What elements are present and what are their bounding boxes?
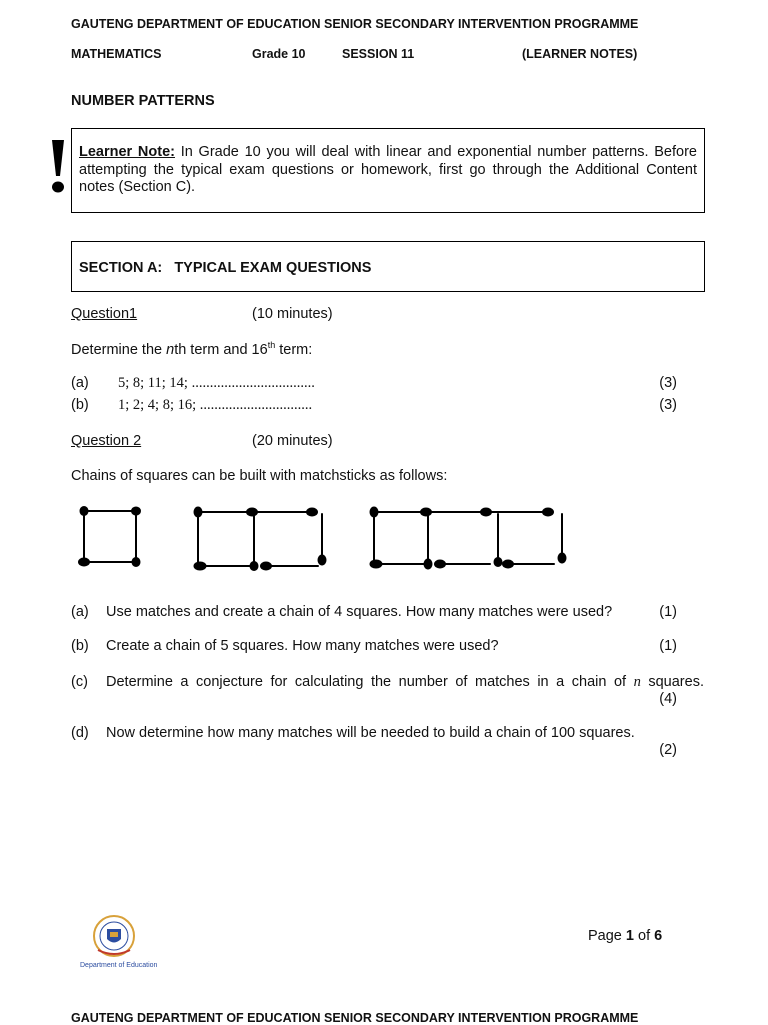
learner-note-text: Learner Note: In Grade 10 you will deal with linear and exponential number patterns. Before attempting the typical exam questions or homework, first go through the Additional Content notes (Section C). — [79, 144, 697, 195]
matchstick-chain-2 — [195, 508, 326, 571]
question-1-time: (10 minutes) — [252, 306, 333, 322]
learner-note-label: Learner Note: — [79, 144, 175, 160]
matchstick-chains-diagram — [72, 500, 572, 575]
q1-b-mark: (3) — [659, 397, 677, 413]
q1-a-mark: (3) — [659, 375, 677, 391]
q1-a-letter: (a) — [71, 375, 89, 391]
question-1-label: Question1 — [71, 306, 138, 322]
header-grade: Grade 10 — [252, 47, 306, 61]
header-learner-notes: (LEARNER NOTES) — [522, 47, 638, 61]
q2-c-letter: (c) — [71, 674, 88, 690]
header-department: GAUTENG DEPARTMENT OF EDUCATION SENIOR SECONDARY INTERVENTION PROGRAMME — [71, 17, 639, 31]
q1-a-sequence: 5; 8; 11; 14; .................................. — [118, 375, 315, 391]
question-2-label: Question 2 — [71, 433, 142, 449]
q2-d-letter: (d) — [71, 725, 89, 741]
q2-a-mark: (1) — [659, 604, 677, 620]
logo-caption: Department of Education — [80, 962, 158, 969]
exclamation-icon — [46, 138, 70, 201]
q2-b-text: Create a chain of 5 squares. How many matches were used? — [106, 638, 499, 654]
learner-note-box — [71, 128, 705, 213]
q2-a-text: Use matches and create a chain of 4 squares. How many matches were used? — [106, 604, 613, 620]
q2-b-letter: (b) — [71, 638, 89, 654]
matchstick-chain-3 — [371, 508, 566, 569]
page-indicator: Page 1 of 6 — [588, 928, 663, 944]
q2-d-text: Now determine how many matches will be needed to build a chain of 100 squares. — [106, 725, 635, 741]
header-session: SESSION 11 — [342, 47, 415, 61]
question-2-intro: Chains of squares can be built with matchsticks as follows: — [71, 468, 448, 484]
q1-b-letter: (b) — [71, 397, 89, 413]
section-a-box — [71, 241, 705, 292]
question-1-intro: Determine the nth term and 16th term: — [71, 340, 313, 358]
q2-c-mark: (4) — [659, 691, 677, 707]
q1-b-sequence: 1; 2; 4; 8; 16; ............................... — [118, 397, 313, 413]
q2-b-mark: (1) — [659, 638, 677, 654]
q2-d-mark: (2) — [659, 742, 677, 758]
topic-title: NUMBER PATTERNS — [71, 93, 215, 109]
gauteng-education-logo — [88, 914, 140, 967]
matchstick-chain-1 — [79, 507, 140, 566]
q2-c-text: Determine a conjecture for calculating the number of matches in a chain of n squares. — [106, 674, 704, 690]
question-2-time: (20 minutes) — [252, 433, 333, 449]
section-a-title: SECTION A: TYPICAL EXAM QUESTIONS — [79, 260, 372, 276]
q2-a-letter: (a) — [71, 604, 89, 620]
footer-department: GAUTENG DEPARTMENT OF EDUCATION SENIOR SECONDARY INTERVENTION PROGRAMME — [71, 1011, 639, 1025]
header-subject: MATHEMATICS — [71, 47, 162, 61]
